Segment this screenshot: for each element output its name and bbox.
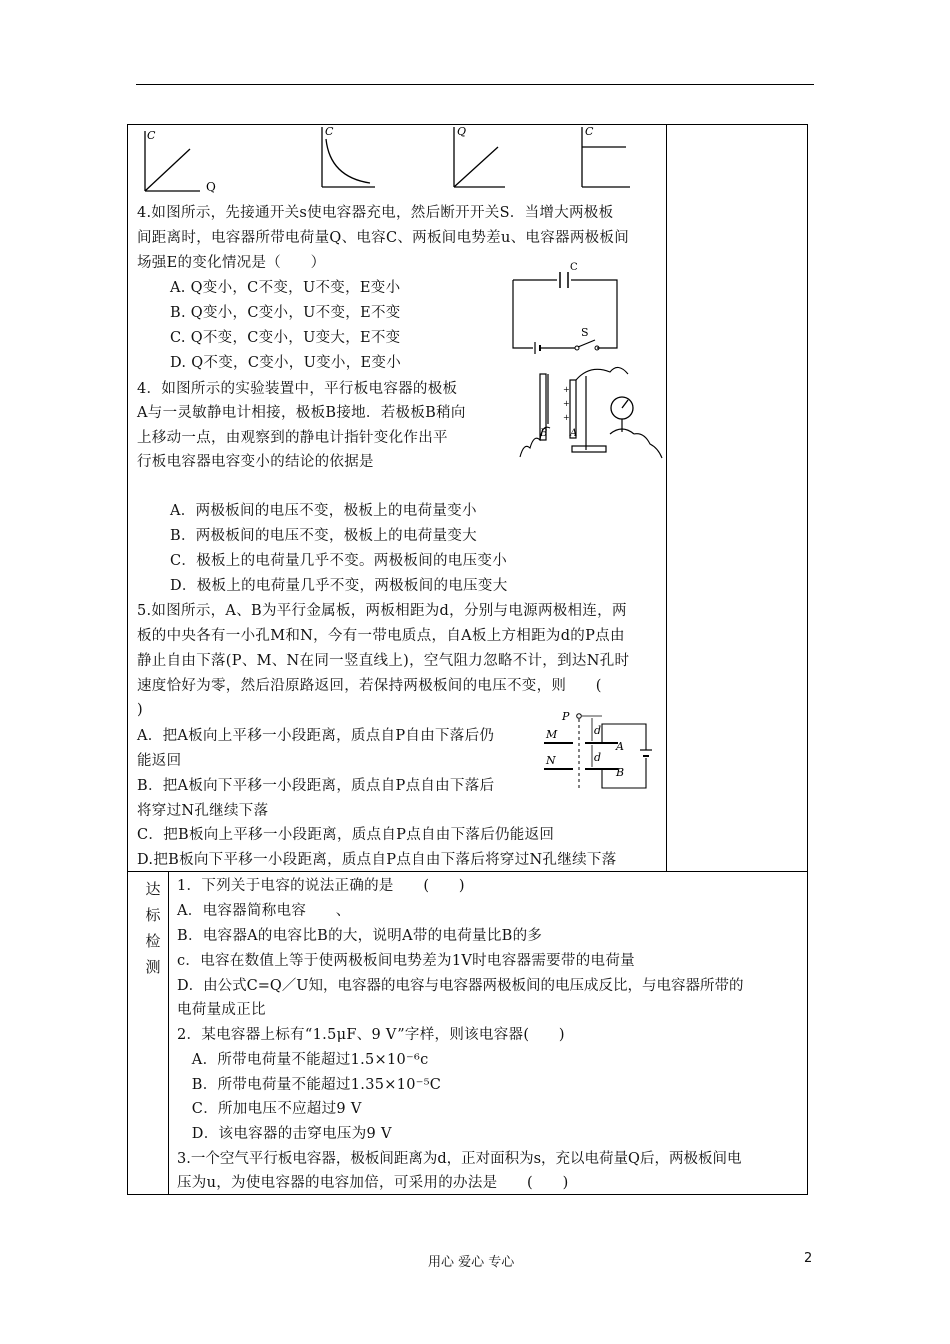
right-column-divider — [666, 124, 667, 872]
q5-fig-label-d1: d — [594, 724, 602, 737]
q4a-option-a: A. Q变小，C不变，U不变，E变小 — [170, 280, 401, 296]
q5-fig-label-n: N — [546, 754, 556, 767]
q5-fig-label-m: M — [546, 728, 558, 741]
q4b-line-4: 行板电容器电容变小的结论的依据是 — [137, 454, 374, 470]
q4b-line-1: 4．如图所示的实验装置中，平行板电容器的极板 — [137, 381, 458, 397]
graph3-y-label: Q — [457, 125, 467, 138]
q5-line-5: ) — [137, 702, 143, 718]
page-number: 2 — [804, 1251, 813, 1266]
q4a-fig-label-s: S — [581, 326, 589, 339]
q5-plates-figure — [536, 706, 656, 796]
q4a-option-d: D. Q不变，C变小，U变小，E变小 — [170, 355, 402, 371]
q5-line-3: 静止自由下落(P、M、N在同一竖直线上)，空气阻力忽略不计，到达N孔时 — [137, 653, 630, 669]
check-line-3: B．电容器A的电容比B的大，说明A带的电荷量比B的多 — [177, 928, 543, 944]
check-line-2: A．电容器简称电容 、 — [177, 903, 351, 919]
graph-hyperbola — [322, 125, 375, 187]
check-line-8: A．所带电荷量不能超过1.5×10⁻⁶c — [177, 1052, 429, 1068]
section-label-char-4: 测 — [145, 958, 161, 976]
graph-constant — [582, 125, 630, 187]
svg-text:+: + — [563, 413, 570, 422]
q4a-line-3: 场强E的变化情况是（ ） — [137, 255, 326, 271]
check-line-7: 2．某电容器上标有“1.5μF、9 V”字样，则该电容器( ) — [177, 1027, 565, 1043]
q5-fig-label-p: P — [562, 710, 570, 723]
q5-option-b-1: B．把A板向下平移一小段距离，质点自P点自由下落后 — [137, 778, 495, 794]
graph2-y-label: C — [325, 125, 334, 138]
q5-option-a-1: A．把A板向上平移一小段距离，质点自P自由下落后仍 — [137, 728, 495, 744]
q5-line-4: 速度恰好为零，然后沿原路返回，若保持两极板间的电压不变，则 ( — [137, 678, 602, 694]
svg-text:+: + — [563, 385, 570, 394]
q4a-option-b: B. Q变小，C变小，U不变，E不变 — [170, 305, 401, 321]
graph4-y-label: C — [585, 125, 594, 138]
check-line-12: 3.一个空气平行板电容器，极板间距离为d，正对面积为s，充以电荷量Q后，两极板间电 — [177, 1151, 742, 1167]
graph1-x-label: Q — [206, 180, 216, 194]
q5-option-b-2: 将穿过N孔继续下落 — [137, 803, 269, 819]
graph-q-linear — [454, 125, 505, 187]
q4b-option-c: C．极板上的电荷量几乎不变。两极板间的电压变小 — [170, 553, 507, 569]
check-line-1: 1．下列关于电容的说法正确的是 ( ) — [177, 878, 465, 894]
q4a-line-1: 4.如图所示，先接通开关s使电容器充电，然后断开开关S．当增大两极板 — [137, 205, 614, 221]
q4b-fig-label-b: B — [540, 428, 548, 439]
q5-fig-label-a: A — [616, 740, 624, 753]
q5-fig-label-b: B — [616, 766, 625, 779]
check-line-10: C．所加电压不应超过9 V — [177, 1101, 362, 1117]
q4b-fig-label-a: A — [570, 428, 578, 439]
graphs-row — [130, 125, 660, 197]
check-line-4: c．电容在数值上等于使两极板间电势差为1V时电容器需要带的电荷量 — [177, 953, 635, 969]
q4b-line-3: 上移动一点，由观察到的静电计指针变化作出平 — [137, 430, 448, 446]
check-line-11: D．该电容器的击穿电压为9 V — [177, 1126, 392, 1142]
q4b-option-a: A．两极板间的电压不变，极板上的电荷量变小 — [170, 503, 477, 519]
svg-text:+: + — [563, 399, 570, 408]
check-line-9: B．所带电荷量不能超过1.35×10⁻⁵C — [177, 1077, 442, 1093]
row-divider — [127, 871, 808, 872]
footer-text: 用心 爱心 专心 — [428, 1255, 515, 1270]
q5-option-d: D.把B板向下平移一小段距离，质点自P点自由下落后将穿过N孔继续下落 — [137, 852, 617, 868]
q4b-electrometer-figure — [510, 362, 666, 462]
check-line-6: 电荷量成正比 — [177, 1002, 266, 1018]
graph1-y-label: C — [147, 129, 156, 142]
header-rule — [136, 84, 814, 85]
check-line-5: D．由公式C=Q／U知，电容器的电容与电容器两极板间的电压成反比，与电容器所带的 — [177, 978, 744, 994]
q4b-option-d: D．极板上的电荷量几乎不变，两极板间的电压变大 — [170, 578, 508, 594]
q4b-line-2: A与一灵敏静电计相接，极板B接地．若极板B稍向 — [137, 405, 466, 421]
q5-option-c: C．把B板向上平移一小段距离，质点自P点自由下落后仍能返回 — [137, 827, 555, 843]
check-line-13: 压为u，为使电容器的电容加倍，可采用的办法是 ( ) — [177, 1175, 569, 1191]
q4a-line-2: 间距离时，电容器所带电荷量Q、电容C、两板间电势差u、电容器两极板间 — [137, 230, 630, 246]
q4b-option-b: B．两极板间的电压不变，极板上的电荷量变大 — [170, 528, 477, 544]
section-label-char-2: 标 — [145, 906, 161, 924]
q4a-fig-label-c: C — [570, 262, 578, 273]
q5-fig-label-d2: d — [594, 751, 602, 764]
q5-line-1: 5.如图所示，A、B为平行金属板，两板相距为d，分别与电源两极相连，两 — [137, 603, 627, 619]
graph-c-vs-q — [145, 129, 216, 194]
section-label-char-1: 达 — [145, 880, 161, 898]
q4a-circuit-figure — [505, 258, 623, 358]
q5-option-a-2: 能返回 — [137, 753, 182, 769]
label-column-divider — [168, 871, 169, 1195]
section-label-char-3: 检 — [145, 932, 161, 950]
q5-line-2: 板的中央各有一小孔M和N，今有一带电质点，自A板上方相距为d的P点由 — [137, 628, 625, 644]
q4a-option-c: C. Q不变，C变小，U变大，E不变 — [170, 330, 401, 346]
